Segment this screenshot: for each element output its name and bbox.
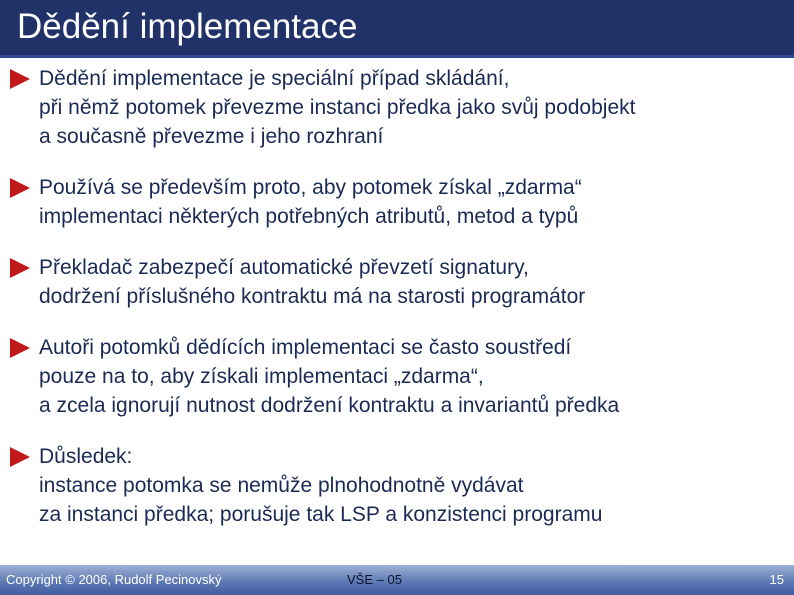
bullet-item	[10, 253, 790, 311]
right-triangle-icon	[10, 447, 30, 467]
bullet-line: při němž potomek převezme instanci předka jako svůj podobjekt	[39, 96, 636, 119]
bullet-line: a zcela ignorují nutnost dodržení kontraktu a invariantů předka	[39, 394, 620, 417]
slide-title: Dědění implementace	[17, 7, 358, 46]
page-number: 15	[769, 572, 784, 587]
bullet-item	[10, 173, 790, 231]
footer-bar	[0, 565, 794, 595]
bullet-line: dodržení příslušného kontraktu má na starosti programátor	[39, 285, 586, 308]
bullet-line: Důsledek:	[39, 445, 133, 468]
right-triangle-icon	[10, 178, 30, 198]
bullet-item	[10, 442, 790, 529]
slide-content	[10, 64, 790, 551]
bullet-item	[10, 333, 790, 420]
right-triangle-icon	[10, 338, 30, 358]
right-triangle-icon	[10, 258, 30, 278]
title-bar	[0, 0, 794, 58]
bullet-line: Používá se především proto, aby potomek získal „zdarma“	[39, 176, 582, 199]
bullet-line: Autoři potomků dědících implementaci se často soustředí	[39, 336, 572, 359]
bullet-line: instance potomka se nemůže plnohodnotně vydávat	[39, 474, 524, 497]
bullet-line: Dědění implementace je speciální případ skládání,	[39, 67, 510, 90]
bullet-line: za instanci předka; porušuje tak LSP a konzistenci programu	[39, 503, 603, 526]
bullet-line: implementaci některých potřebných atributů, metod a typů	[39, 205, 579, 228]
footer-course: VŠE – 05	[347, 572, 402, 587]
right-triangle-icon	[10, 69, 30, 89]
footer-copyright: Copyright © 2006, Rudolf Pecinovský	[6, 572, 222, 587]
bullet-item	[10, 64, 790, 151]
bullet-line: pouze na to, aby získali implementaci „zdarma“,	[39, 365, 484, 388]
bullet-line: a současně převezme i jeho rozhraní	[39, 125, 384, 148]
bullet-line: Překladač zabezpečí automatické převzetí signatury,	[39, 256, 529, 279]
